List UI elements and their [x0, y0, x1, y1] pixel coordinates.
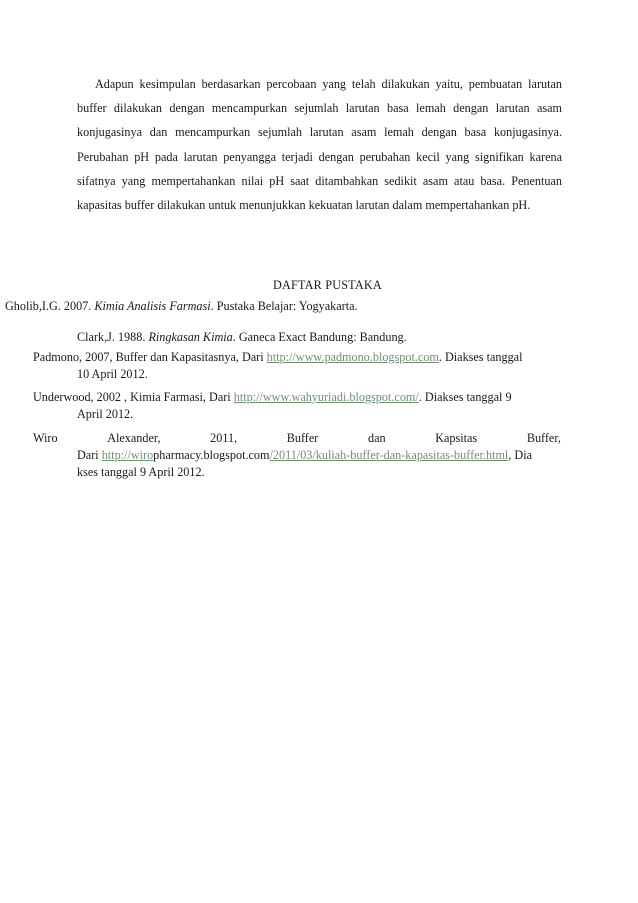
ref-word: 2011,: [210, 431, 238, 445]
ref-author: Clark,J. 1988.: [77, 330, 149, 344]
ref-continuation: kses tanggal 9 April 2012.: [77, 465, 205, 479]
ref-second-line: [33, 447, 561, 464]
ref-link[interactable]: http://wiro: [101, 448, 154, 462]
ref-prefix: Dari: [77, 448, 102, 462]
ref-title: Ringkasan Kimia: [148, 330, 233, 344]
ref-publisher: . Pustaka Belajar: Yogyakarta.: [210, 299, 358, 313]
ref-access: . Diakses tanggal 9: [418, 390, 512, 404]
conclusion-paragraph: [77, 72, 562, 217]
ref-publisher: . Ganeca Exact Bandung: Bandung.: [232, 330, 407, 344]
reference-underwood: [33, 389, 561, 423]
ref-author: Underwood, 2002 , Kimia Farmasi, Dari: [33, 390, 234, 404]
ref-title: Kimia Analisis Farmasi: [94, 299, 211, 313]
conclusion-text: Adapun kesimpulan berdasarkan percobaan yang telah dilakukan yaitu, pembuatan larutan buffer dilakukan dengan mencampurkan sejumlah larutan basa lemah dengan larutan asam konjugasinya dan mencampurkan sejumlah larutan asam lemah dengan basa konjugasinya. Perubahan pH pada larutan penyangga terjadi dengan perubahan kecil yang signifikan karena sifatnya yang mempertahankan nilai pH saat ditambahkan sedikit asam atau basa. Penentuan kapasitas buffer dilakukan untuk menunjukkan kekuatan larutan dalam mempertahankan pH.: [77, 77, 562, 213]
ref-word: dan: [367, 431, 386, 445]
ref-link[interactable]: http://www.padmono.blogspot.com: [266, 350, 439, 364]
ref-word: Wiro: [33, 431, 58, 445]
ref-word: Alexander,: [107, 431, 161, 445]
ref-access: . Diakses tanggal: [438, 350, 523, 364]
ref-word: Kapsitas: [435, 431, 478, 445]
ref-plain-url: pharmacy.blogspot.com: [153, 448, 270, 462]
ref-suffix: , Dia: [508, 448, 533, 462]
reference-padmono: [33, 349, 561, 383]
ref-author: Gholib,I.G. 2007.: [5, 299, 95, 313]
ref-author: Padmono, 2007, Buffer dan Kapasitasnya, Dari: [33, 350, 267, 364]
ref-link[interactable]: http://www.wahyuriadi.blogspot.com/: [233, 390, 419, 404]
ref-link-path[interactable]: /2011/03/kuliah-buffer-dan-kapasitas-buffer.html: [269, 448, 509, 462]
ref-word: Buffer: [286, 431, 319, 445]
ref-continuation: April 2012.: [77, 407, 134, 421]
ref-word: Buffer,: [526, 431, 561, 445]
reference-gholib: [5, 298, 358, 315]
reference-wiro: [33, 430, 561, 481]
bibliography-heading: DAFTAR PUSTAKA: [273, 278, 382, 292]
ref-first-line: [33, 430, 561, 447]
reference-clark: [77, 329, 407, 346]
ref-continuation: 10 April 2012.: [77, 367, 148, 381]
